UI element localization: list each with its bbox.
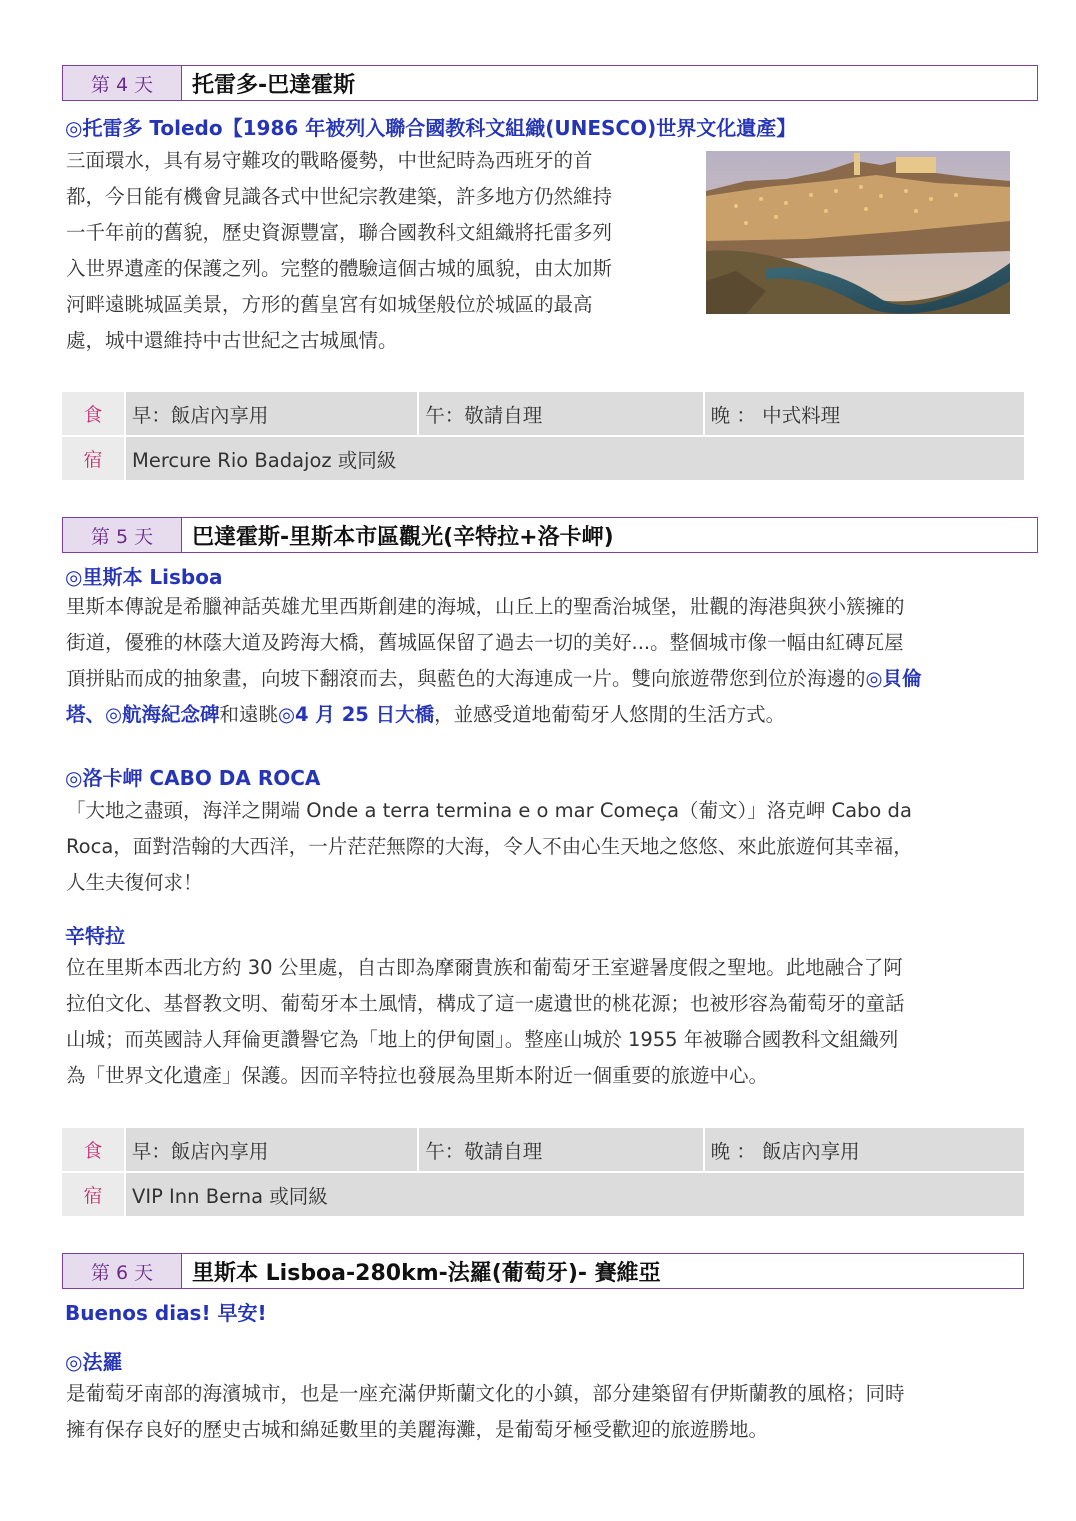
text-line: 河畔遠眺城區美景，方形的舊皇宮有如城堡般位於城區的最高 [66, 293, 593, 316]
text-line [66, 697, 1026, 733]
text-line: 拉伯文化、基督教文明、葡萄牙本土風情，構成了這一處遺世的桃花源；也被形容為葡萄牙的童話 [66, 992, 905, 1015]
day5-header [62, 517, 1038, 553]
roca-heading: ◎洛卡岬 CABO DA ROCA [65, 766, 321, 790]
text-line: 里斯本傳說是希臘神話英雄尤里西斯創建的海城，山丘上的聖喬治城堡，壯觀的海港與狹小簇擁的 [66, 595, 905, 618]
greeting-text: Buenos dias! 早安! [65, 1301, 267, 1325]
sintra-paragraph [66, 950, 1026, 1094]
day4-label: 第 4 天 [63, 66, 182, 100]
stay-row [62, 437, 1024, 480]
toledo-photo [706, 151, 1010, 314]
text-segment: 和遠眺 [219, 703, 279, 726]
text-line: 擁有保存良好的歷史古城和綿延數里的美麗海灘，是葡萄牙極受歡迎的旅遊勝地。 [66, 1418, 769, 1441]
faro-heading: ◎法羅 [65, 1350, 123, 1374]
hotel-cell: Mercure Rio Badajoz 或同級 [126, 437, 1024, 480]
text-line: 一千年前的舊貌，歷史資源豐富，聯合國教科文組織將托雷多列 [66, 221, 613, 244]
highlight-text: ◎4 月 25 日大橋 [278, 703, 435, 726]
breakfast-cell: 早：飯店內享用 [126, 1128, 417, 1171]
text-segment: 頂拼貼而成的抽象畫，向坡下翻滾而去，與藍色的大海連成一片。雙向旅遊帶您到位於海邊的 [66, 667, 866, 690]
text-line: 為「世界文化遺產」保護。因而辛特拉也發展為里斯本附近一個重要的旅遊中心。 [66, 1064, 769, 1087]
lunch-cell: 午：敬請自理 [419, 1128, 702, 1171]
hotel-cell: VIP Inn Berna 或同級 [126, 1173, 1024, 1216]
faro-paragraph [66, 1376, 1026, 1448]
text-line: 位在里斯本西北方約 30 公里處，自古即為摩爾貴族和葡萄牙王室避暑度假之聖地。此地融合了阿 [66, 956, 903, 979]
text-segment: ，並感受道地葡萄牙人悠閒的生活方式。 [434, 703, 786, 726]
lunch-cell: 午：敬請自理 [419, 392, 702, 435]
meal-key: 食 [62, 1128, 124, 1171]
text-line: 人生夫復何求！ [66, 871, 203, 894]
lisbon-heading: ◎里斯本 Lisboa [65, 565, 223, 589]
meal-row [62, 1128, 1024, 1171]
text-line: Roca，面對浩翰的大西洋，一片茫茫無際的大海，令人不由心生天地之悠悠、來此旅遊何其幸福， [66, 835, 913, 858]
highlight-text: 塔、◎航海紀念碑 [66, 703, 220, 726]
meal-row [62, 392, 1024, 435]
day6-label: 第 6 天 [63, 1254, 182, 1288]
stay-key: 宿 [62, 437, 124, 480]
day5-label: 第 5 天 [63, 518, 182, 552]
highlight-text: ◎貝倫 [865, 667, 922, 690]
stay-row [62, 1173, 1024, 1216]
breakfast-cell: 早：飯店內享用 [126, 392, 417, 435]
text-line: 山城；而英國詩人拜倫更讚譽它為「地上的伊甸園」。整座山城於 1955 年被聯合國教科文組織列 [66, 1028, 899, 1051]
text-line: 是葡萄牙南部的海濱城市，也是一座充滿伊斯蘭文化的小鎮，部分建築留有伊斯蘭教的風格；同時 [66, 1382, 905, 1405]
sintra-heading: 辛特拉 [65, 924, 125, 948]
text-line: 「大地之盡頭，海洋之開端 Onde a terra termina e o mar Começa（葡文）」洛克岬 Cabo da [66, 799, 912, 822]
day4-header [62, 65, 1038, 101]
day4-meal-table [62, 392, 1024, 482]
text-line: 入世界遺產的保護之列。完整的體驗這個古城的風貌，由太加斯 [66, 257, 613, 280]
text-line: 處，城中還維持中古世紀之古城風情。 [66, 329, 398, 352]
dinner-cell: 晚 ： 中式料理 [705, 392, 1024, 435]
toledo-heading: ◎托雷多 Toledo【1986 年被列入聯合國教科文組織(UNESCO)世界文化遺產】 [65, 116, 797, 140]
meal-key: 食 [62, 392, 124, 435]
roca-paragraph [66, 793, 1026, 901]
day5-title: 巴達霍斯-里斯本市區觀光(辛特拉+洛卡岬) [192, 524, 614, 550]
stay-key: 宿 [62, 1173, 124, 1216]
text-line: 都，今日能有機會見識各式中世紀宗教建築，許多地方仍然維持 [66, 185, 613, 208]
text-line: 三面環水，具有易守難攻的戰略優勢，中世紀時為西班牙的首 [66, 149, 593, 172]
text-line: 街道，優雅的林蔭大道及跨海大橋，舊城區保留了過去一切的美好...。整個城市像一幅由紅磚瓦屋 [66, 631, 904, 654]
day6-title: 里斯本 Lisboa-280km-法羅(葡萄牙)- 賽維亞 [192, 1260, 661, 1286]
day6-header [62, 1253, 1024, 1289]
text-line [66, 661, 1026, 697]
toledo-paragraph [66, 143, 686, 359]
day4-title: 托雷多-巴達霍斯 [192, 72, 356, 98]
dinner-cell: 晚 ： 飯店內享用 [705, 1128, 1024, 1171]
day5-meal-table [62, 1128, 1024, 1218]
lisbon-paragraph [66, 589, 1026, 733]
